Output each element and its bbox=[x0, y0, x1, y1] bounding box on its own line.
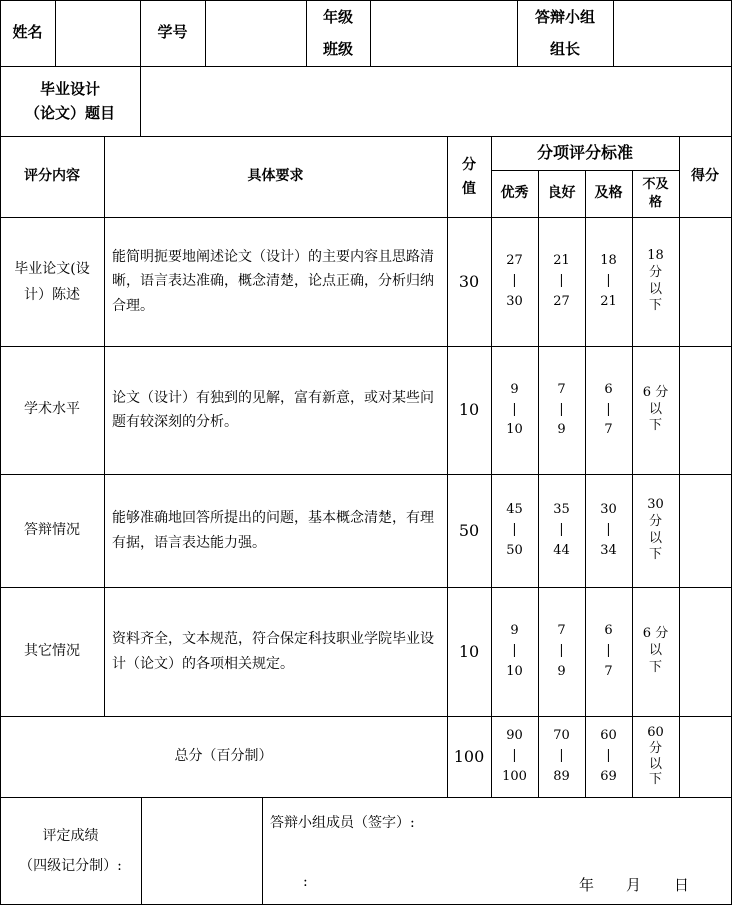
range-sep: | bbox=[606, 273, 611, 289]
range-from: 45 bbox=[506, 502, 523, 518]
range-from: 21 bbox=[553, 253, 570, 269]
name-label: 姓名 bbox=[12, 23, 43, 42]
range-to: 30 bbox=[506, 293, 523, 309]
range-to: 34 bbox=[600, 542, 617, 558]
range-sep: | bbox=[606, 401, 611, 417]
student-id-label: 学号 bbox=[157, 23, 188, 42]
row-content: 答辩情况 bbox=[24, 521, 80, 538]
range-sep: | bbox=[559, 643, 564, 659]
range-from: 30 bbox=[600, 502, 617, 518]
range-to: 9 bbox=[557, 663, 566, 679]
row-requirement: 论文（设计）有独到的见解，富有新意，或对某些问题有较深刻的分析。 bbox=[112, 389, 434, 430]
grade-label: 年级 bbox=[322, 8, 353, 26]
row-content bbox=[0, 217, 104, 346]
class-label: 班级 bbox=[322, 40, 353, 58]
range-to: 7 bbox=[604, 422, 613, 438]
row-fail-range bbox=[632, 217, 679, 346]
range-from: 9 bbox=[510, 623, 519, 639]
range-from: 60 bbox=[600, 728, 617, 744]
col-content-header: 评分内容 bbox=[24, 167, 80, 184]
row-earned-field[interactable] bbox=[680, 475, 731, 587]
row-good-range bbox=[538, 217, 585, 346]
row-excellent-range bbox=[491, 217, 538, 346]
col-standard-header: 分项评分标准 bbox=[536, 143, 633, 163]
row-good-range bbox=[538, 587, 585, 716]
topic-label bbox=[0, 66, 140, 136]
row-content: 学术水平 bbox=[24, 401, 80, 418]
leader-label: 组长 bbox=[549, 40, 580, 58]
total-score: 100 bbox=[453, 746, 485, 766]
fail-part: 分 bbox=[648, 740, 662, 756]
fail-part: 分 bbox=[648, 264, 662, 280]
fail-part: 18 bbox=[647, 247, 664, 263]
row-content: 其它情况 bbox=[24, 642, 80, 659]
row-fail-range bbox=[632, 474, 679, 587]
range-from: 9 bbox=[510, 381, 519, 397]
row-requirement: 能够准确地回答所提出的问题，基本概念清楚，有理有据，语言表达能力强。 bbox=[112, 510, 434, 551]
range-sep: | bbox=[512, 748, 517, 764]
range-to: 10 bbox=[506, 663, 523, 679]
row-fail-range bbox=[632, 587, 679, 716]
fail-part: 以 bbox=[648, 643, 662, 659]
col-excellent-header: 优秀 bbox=[500, 184, 529, 201]
range-from: 90 bbox=[506, 728, 523, 744]
col-fail-line1: 不及 bbox=[642, 176, 669, 192]
range-sep: | bbox=[559, 748, 564, 764]
col-score-header bbox=[447, 136, 491, 217]
fail-part: 分 bbox=[648, 513, 662, 529]
range-sep: | bbox=[559, 273, 564, 289]
topic-label-line1: 毕业设计 bbox=[39, 80, 100, 98]
fail-part: 以 bbox=[648, 756, 662, 772]
range-to: 89 bbox=[553, 768, 570, 784]
student-id-field[interactable] bbox=[206, 1, 306, 66]
range-from: 35 bbox=[553, 502, 570, 518]
date-month-label: 月 bbox=[626, 876, 642, 894]
row-earned-field[interactable] bbox=[680, 218, 731, 346]
topic-field[interactable] bbox=[141, 67, 731, 136]
fail-part: 以 bbox=[648, 401, 662, 417]
col-score-line2: 值 bbox=[462, 180, 476, 197]
range-to: 44 bbox=[553, 542, 570, 558]
range-from: 18 bbox=[600, 253, 617, 269]
row-excellent-range bbox=[491, 587, 538, 716]
col-fail-line2: 格 bbox=[648, 194, 662, 210]
fail-part: 以 bbox=[648, 530, 662, 546]
col-pass-header: 及格 bbox=[594, 184, 623, 201]
grade-class-field[interactable] bbox=[371, 1, 517, 66]
row-score: 10 bbox=[458, 641, 480, 661]
members-signature-label: 答辩小组成员（签字）: bbox=[270, 815, 415, 831]
defense-leader-label bbox=[517, 0, 613, 66]
range-sep: | bbox=[512, 401, 517, 417]
range-to: 21 bbox=[600, 293, 617, 309]
date-year-label: 年 bbox=[579, 876, 595, 894]
date-day-label: 日 bbox=[674, 876, 690, 894]
range-from: 70 bbox=[553, 728, 570, 744]
fail-part: 30 bbox=[647, 496, 664, 512]
grade-class-label bbox=[306, 0, 370, 66]
final-grade-field[interactable] bbox=[142, 798, 262, 904]
row-good-range bbox=[538, 346, 585, 474]
total-label: 总分（百分制） bbox=[174, 747, 273, 764]
signature-colon: : bbox=[303, 874, 308, 890]
final-grade-line1: 评定成绩 bbox=[42, 827, 99, 844]
fail-part: 下 bbox=[648, 547, 662, 563]
range-to: 10 bbox=[506, 422, 523, 438]
fail-part: 6 分 bbox=[642, 384, 669, 400]
range-to: 69 bbox=[600, 768, 617, 784]
final-grade-label bbox=[0, 797, 141, 904]
fail-part: 6 分 bbox=[642, 626, 669, 642]
range-sep: | bbox=[606, 643, 611, 659]
name-field[interactable] bbox=[56, 1, 140, 66]
row-pass-range bbox=[585, 474, 632, 587]
fail-part: 下 bbox=[648, 772, 662, 788]
range-to: 9 bbox=[557, 422, 566, 438]
range-sep: | bbox=[512, 273, 517, 289]
col-requirements-header: 具体要求 bbox=[247, 167, 304, 184]
row-earned-field[interactable] bbox=[680, 347, 731, 474]
row-pass-range bbox=[585, 587, 632, 716]
row-requirement: 资料齐全，文本规范，符合保定科技职业学院毕业设计（论文）的各项相关规定。 bbox=[112, 631, 434, 672]
topic-label-line2: （论文）题目 bbox=[24, 104, 115, 122]
range-from: 7 bbox=[557, 623, 566, 639]
total-earned-field[interactable] bbox=[680, 717, 731, 797]
row-content-line1: 毕业论文(设 bbox=[14, 260, 90, 277]
total-good-range bbox=[538, 716, 585, 797]
total-pass-range bbox=[585, 716, 632, 797]
fail-part: 下 bbox=[648, 298, 662, 314]
range-from: 6 bbox=[604, 381, 613, 397]
fail-part: 60 bbox=[647, 725, 664, 741]
fail-part: 以 bbox=[648, 281, 662, 297]
range-from: 6 bbox=[604, 623, 613, 639]
range-to: 27 bbox=[553, 293, 570, 309]
row-score: 10 bbox=[458, 400, 480, 420]
final-grade-line2: （四级记分制）: bbox=[19, 857, 122, 874]
range-sep: | bbox=[512, 522, 517, 538]
defense-leader-field[interactable] bbox=[614, 1, 731, 66]
range-sep: | bbox=[559, 522, 564, 538]
row-requirement: 能简明扼要地阐述论文（设计）的主要内容且思路清晰，语言表达准确，概念清楚，论点正确，分析归纳合理。 bbox=[112, 249, 434, 314]
range-from: 7 bbox=[557, 381, 566, 397]
defense-group-label: 答辩小组 bbox=[534, 8, 595, 26]
range-sep: | bbox=[512, 643, 517, 659]
row-score: 50 bbox=[458, 520, 480, 540]
fail-part: 下 bbox=[648, 418, 662, 434]
row-excellent-range bbox=[491, 474, 538, 587]
range-to: 100 bbox=[502, 768, 527, 784]
row-score: 30 bbox=[458, 271, 480, 291]
col-good-header: 良好 bbox=[547, 184, 576, 201]
col-score-line1: 分 bbox=[462, 156, 476, 173]
row-earned-field[interactable] bbox=[680, 588, 731, 716]
col-earned-header: 得分 bbox=[691, 167, 719, 184]
row-pass-range bbox=[585, 217, 632, 346]
range-to: 7 bbox=[604, 663, 613, 679]
range-sep: | bbox=[559, 401, 564, 417]
row-pass-range bbox=[585, 346, 632, 474]
range-from: 27 bbox=[506, 253, 523, 269]
fail-part: 下 bbox=[648, 659, 662, 675]
range-sep: | bbox=[606, 748, 611, 764]
total-excellent-range bbox=[491, 716, 538, 797]
row-excellent-range bbox=[491, 346, 538, 474]
row-fail-range bbox=[632, 346, 679, 474]
row-content-line2: 计）陈述 bbox=[24, 286, 80, 303]
total-fail-range bbox=[632, 716, 679, 797]
row-good-range bbox=[538, 474, 585, 587]
range-sep: | bbox=[606, 522, 611, 538]
range-to: 50 bbox=[506, 542, 523, 558]
col-fail-header bbox=[632, 170, 679, 217]
